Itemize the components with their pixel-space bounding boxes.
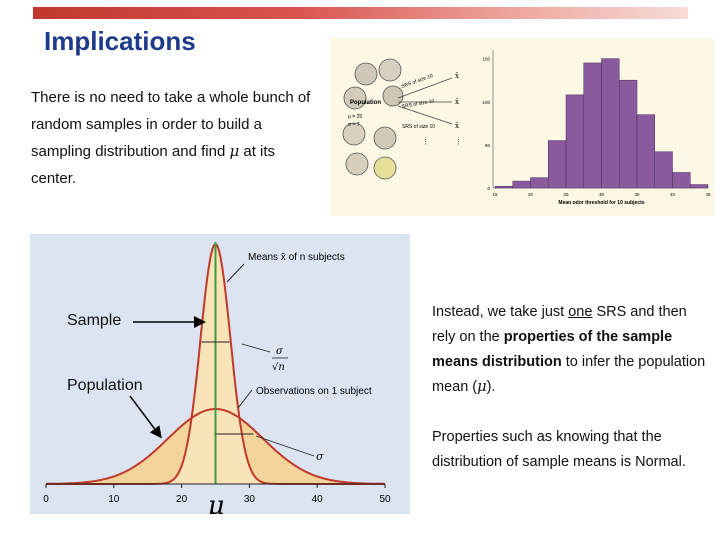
- x-tick-label: 40: [311, 494, 323, 505]
- population-sigma: σ: [316, 450, 324, 463]
- x-tick-label: 10: [108, 494, 120, 505]
- hist-y-tick: 0: [487, 186, 490, 191]
- explanation-text: [432, 300, 712, 500]
- hist-x-tick: 20: [527, 192, 534, 197]
- text-part: SRS and then rely on the: [432, 304, 687, 345]
- hist-x-tick: 15: [492, 192, 498, 197]
- xbar-3: x̄: [455, 122, 459, 130]
- mu-symbol: μ: [207, 491, 225, 514]
- mu-symbol: μ: [229, 142, 240, 160]
- population-label: Population: [67, 377, 143, 394]
- slide-title: Implications: [44, 26, 196, 56]
- observations-annotation: Observations on 1 subject: [256, 386, 372, 397]
- x-tick-label: 50: [379, 494, 391, 505]
- one-underlined: one: [568, 304, 593, 320]
- hist-x-tick: 40: [669, 192, 676, 197]
- explanation-paragraph-2: Properties such as knowing that the distribution of sample means is Normal.: [432, 429, 686, 470]
- text-part: Instead, we take just: [432, 304, 569, 320]
- explanation-paragraph-1: [432, 300, 712, 400]
- population-arrow: [130, 396, 160, 436]
- population-mean: μ = 25: [348, 114, 363, 120]
- hist-x-tick: 35: [634, 192, 640, 197]
- x-tick-label: 30: [243, 494, 255, 505]
- x-tick-label: 20: [176, 494, 188, 505]
- xbar-1: x̄: [455, 72, 459, 80]
- ellipsis-dots: ⋮: [455, 139, 462, 146]
- intro-text-part: at its center.: [31, 143, 276, 187]
- hist-y-tick: 100: [482, 99, 490, 105]
- ellipsis-dots: ⋮: [422, 139, 429, 146]
- hist-x-label: Mean odor threshold for 10 subjects: [558, 200, 645, 206]
- population-sd: σ = 7: [348, 122, 360, 128]
- hist-x-tick: 25: [563, 192, 569, 197]
- srs-label-1: SRS of size 10: [400, 72, 434, 90]
- population-label: Population: [350, 100, 381, 106]
- mu-symbol: μ: [477, 379, 487, 395]
- intro-text-part: There is no need to take a whole bunch of random samples in order to build a sampling distribution and find: [31, 89, 311, 160]
- hist-x-tick: 45: [705, 192, 711, 197]
- sigma-over-root-n-denominator: √n: [272, 362, 285, 373]
- sample-label: Sample: [67, 312, 122, 329]
- x-tick-label: 0: [43, 494, 49, 505]
- srs-label-2: SRS of size 10: [401, 98, 435, 110]
- hist-y-tick: 150: [482, 56, 490, 62]
- srs-label-3: SRS of size 10: [402, 124, 436, 130]
- means-annotation: Means x̄ of n subjects: [248, 252, 345, 263]
- hist-y-tick: 50: [484, 142, 490, 148]
- text-part: ).: [486, 379, 496, 395]
- text-part: to infer the population mean (: [432, 354, 706, 395]
- sigma-over-root-n-numerator: σ: [276, 346, 283, 357]
- hist-x-tick: 30: [598, 192, 605, 197]
- xbar-2: x̄: [455, 98, 459, 106]
- bold-phrase: properties of the sample means distribution: [432, 329, 673, 370]
